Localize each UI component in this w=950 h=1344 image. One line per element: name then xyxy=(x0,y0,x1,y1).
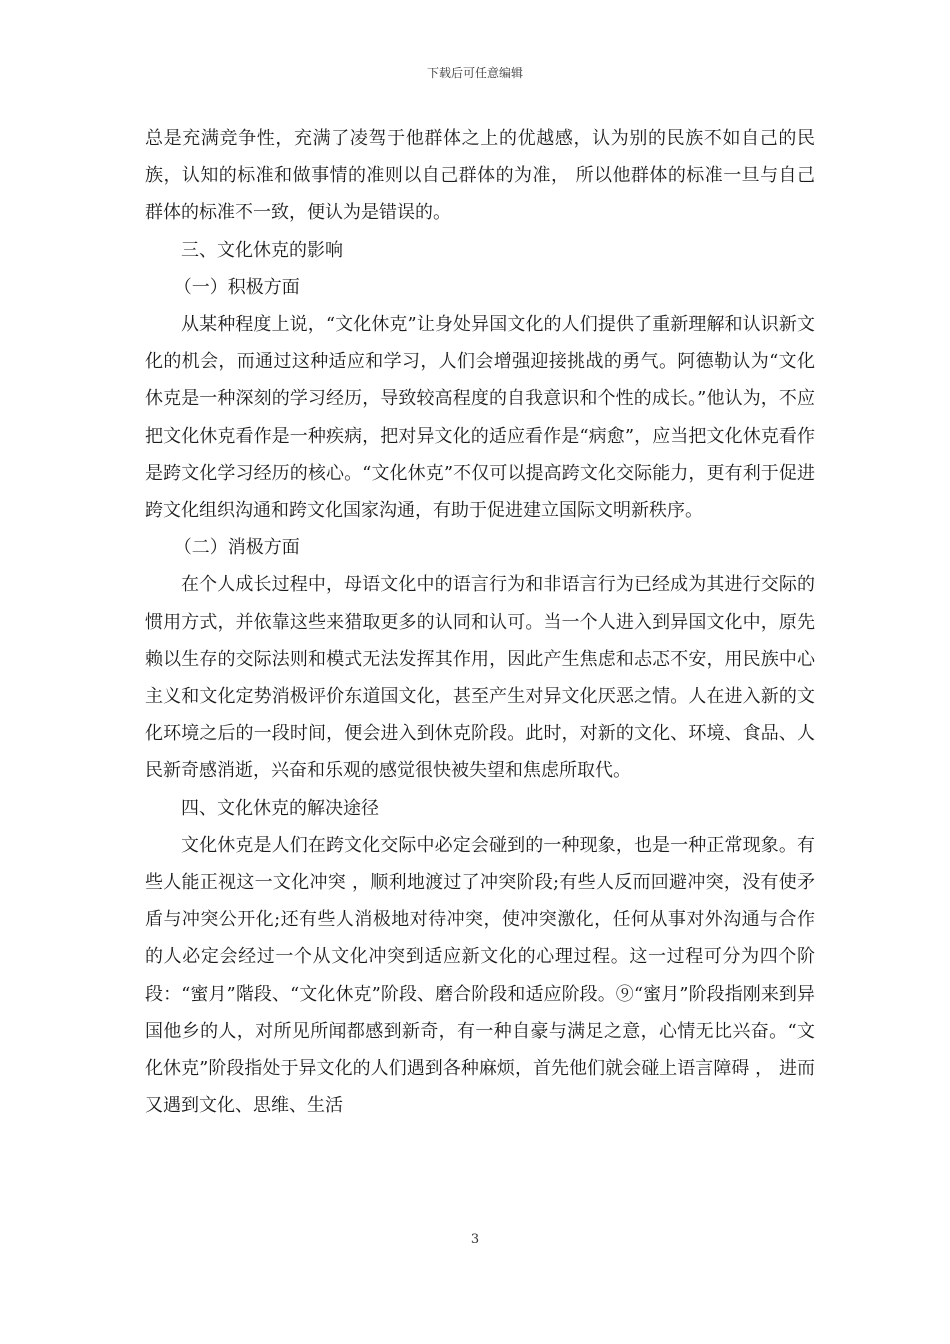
page-number: 3 xyxy=(470,1232,480,1247)
paragraph-positive: 从某种程度上说，“文化休克”让身处异国文化的人们提供了重新理解和认识新文化的机会，而通过这种适应和学习，人们会增强迎接挑战的勇气。阿德勒认为“文化休克是一种深刻的学习经历，导致较高程度的自我意识和个性的成长。”他认为，不应把文化休克看作是一种疾病，把对异文化的适应看作是“病愈”，应当把文化休克看作是跨文化学习经历的核心。“文化休克”不仅可以提高跨文化交际能力，更有利于促进跨文化组织沟通和跨文化国家沟通，有助于促进建立国际文明新秩序。 xyxy=(145,314,815,522)
paragraph-continuation: 总是充满竞争性，充满了凌驾于他群体之上的优越感，认为别的民族不如自己的民族，认知的标准和做事情的准则以自己群体的为准， 所以他群体的标准一旦与自己群体的标准不一致，便认为是错误的。 xyxy=(145,128,815,224)
subsection-heading-negative: （二）消极方面 xyxy=(173,537,300,559)
document-body xyxy=(145,120,815,1124)
section-heading-4: 四、文化休克的解决途径 xyxy=(181,797,379,819)
subsection-heading-positive: （一）积极方面 xyxy=(173,276,300,298)
page-header: 下载后可任意编辑 xyxy=(426,66,523,80)
paragraph-negative: 在个人成长过程中，母语文化中的语言行为和非语言行为已经成为其进行交际的惯用方式，并依靠这些来猎取更多的认同和认可。当一个人进入到异国文化中，原先赖以生存的交际法则和模式无法发挥其作用，因此产生焦虑和忐忑不安，用民族中心主义和文化定势消极评价东道国文化，甚至产生对异文化厌恶之情。人在进入新的文化环境之后的一段时间，便会进入到休克阶段。此时，对新的文化、环境、食品、人民新奇感消逝，兴奋和乐观的感觉很快被失望和焦虑所取代。 xyxy=(145,574,815,782)
section-heading-3: 三、文化休克的影响 xyxy=(181,239,343,261)
paragraph-solution: 文化休克是人们在跨文化交际中必定会碰到的一种现象，也是一种正常现象。有些人能正视这一文化冲突 ，顺利地渡过了冲突阶段;有些人反而回避冲突，没有使矛盾与冲突公开化;还有些人消极地对待冲突，使冲突激化，任何从事对外沟通与合作的人必定会经过一个从文化冲突到适应新文化的心理过程。这一过程可分为四个阶段：“蜜月”階段、“文化休克”阶段、磨合阶段和适应阶段。⑨“蜜月”阶段指刚来到异国他乡的人，对所见所闻都感到新奇，有一种自豪与满足之意，心情无比兴奋。“文化休克”阶段指处于异文化的人们遇到各种麻烦，首先他们就会碰上语言障碍 ， 进而又遇到文化、思维、生活 xyxy=(145,834,815,1117)
